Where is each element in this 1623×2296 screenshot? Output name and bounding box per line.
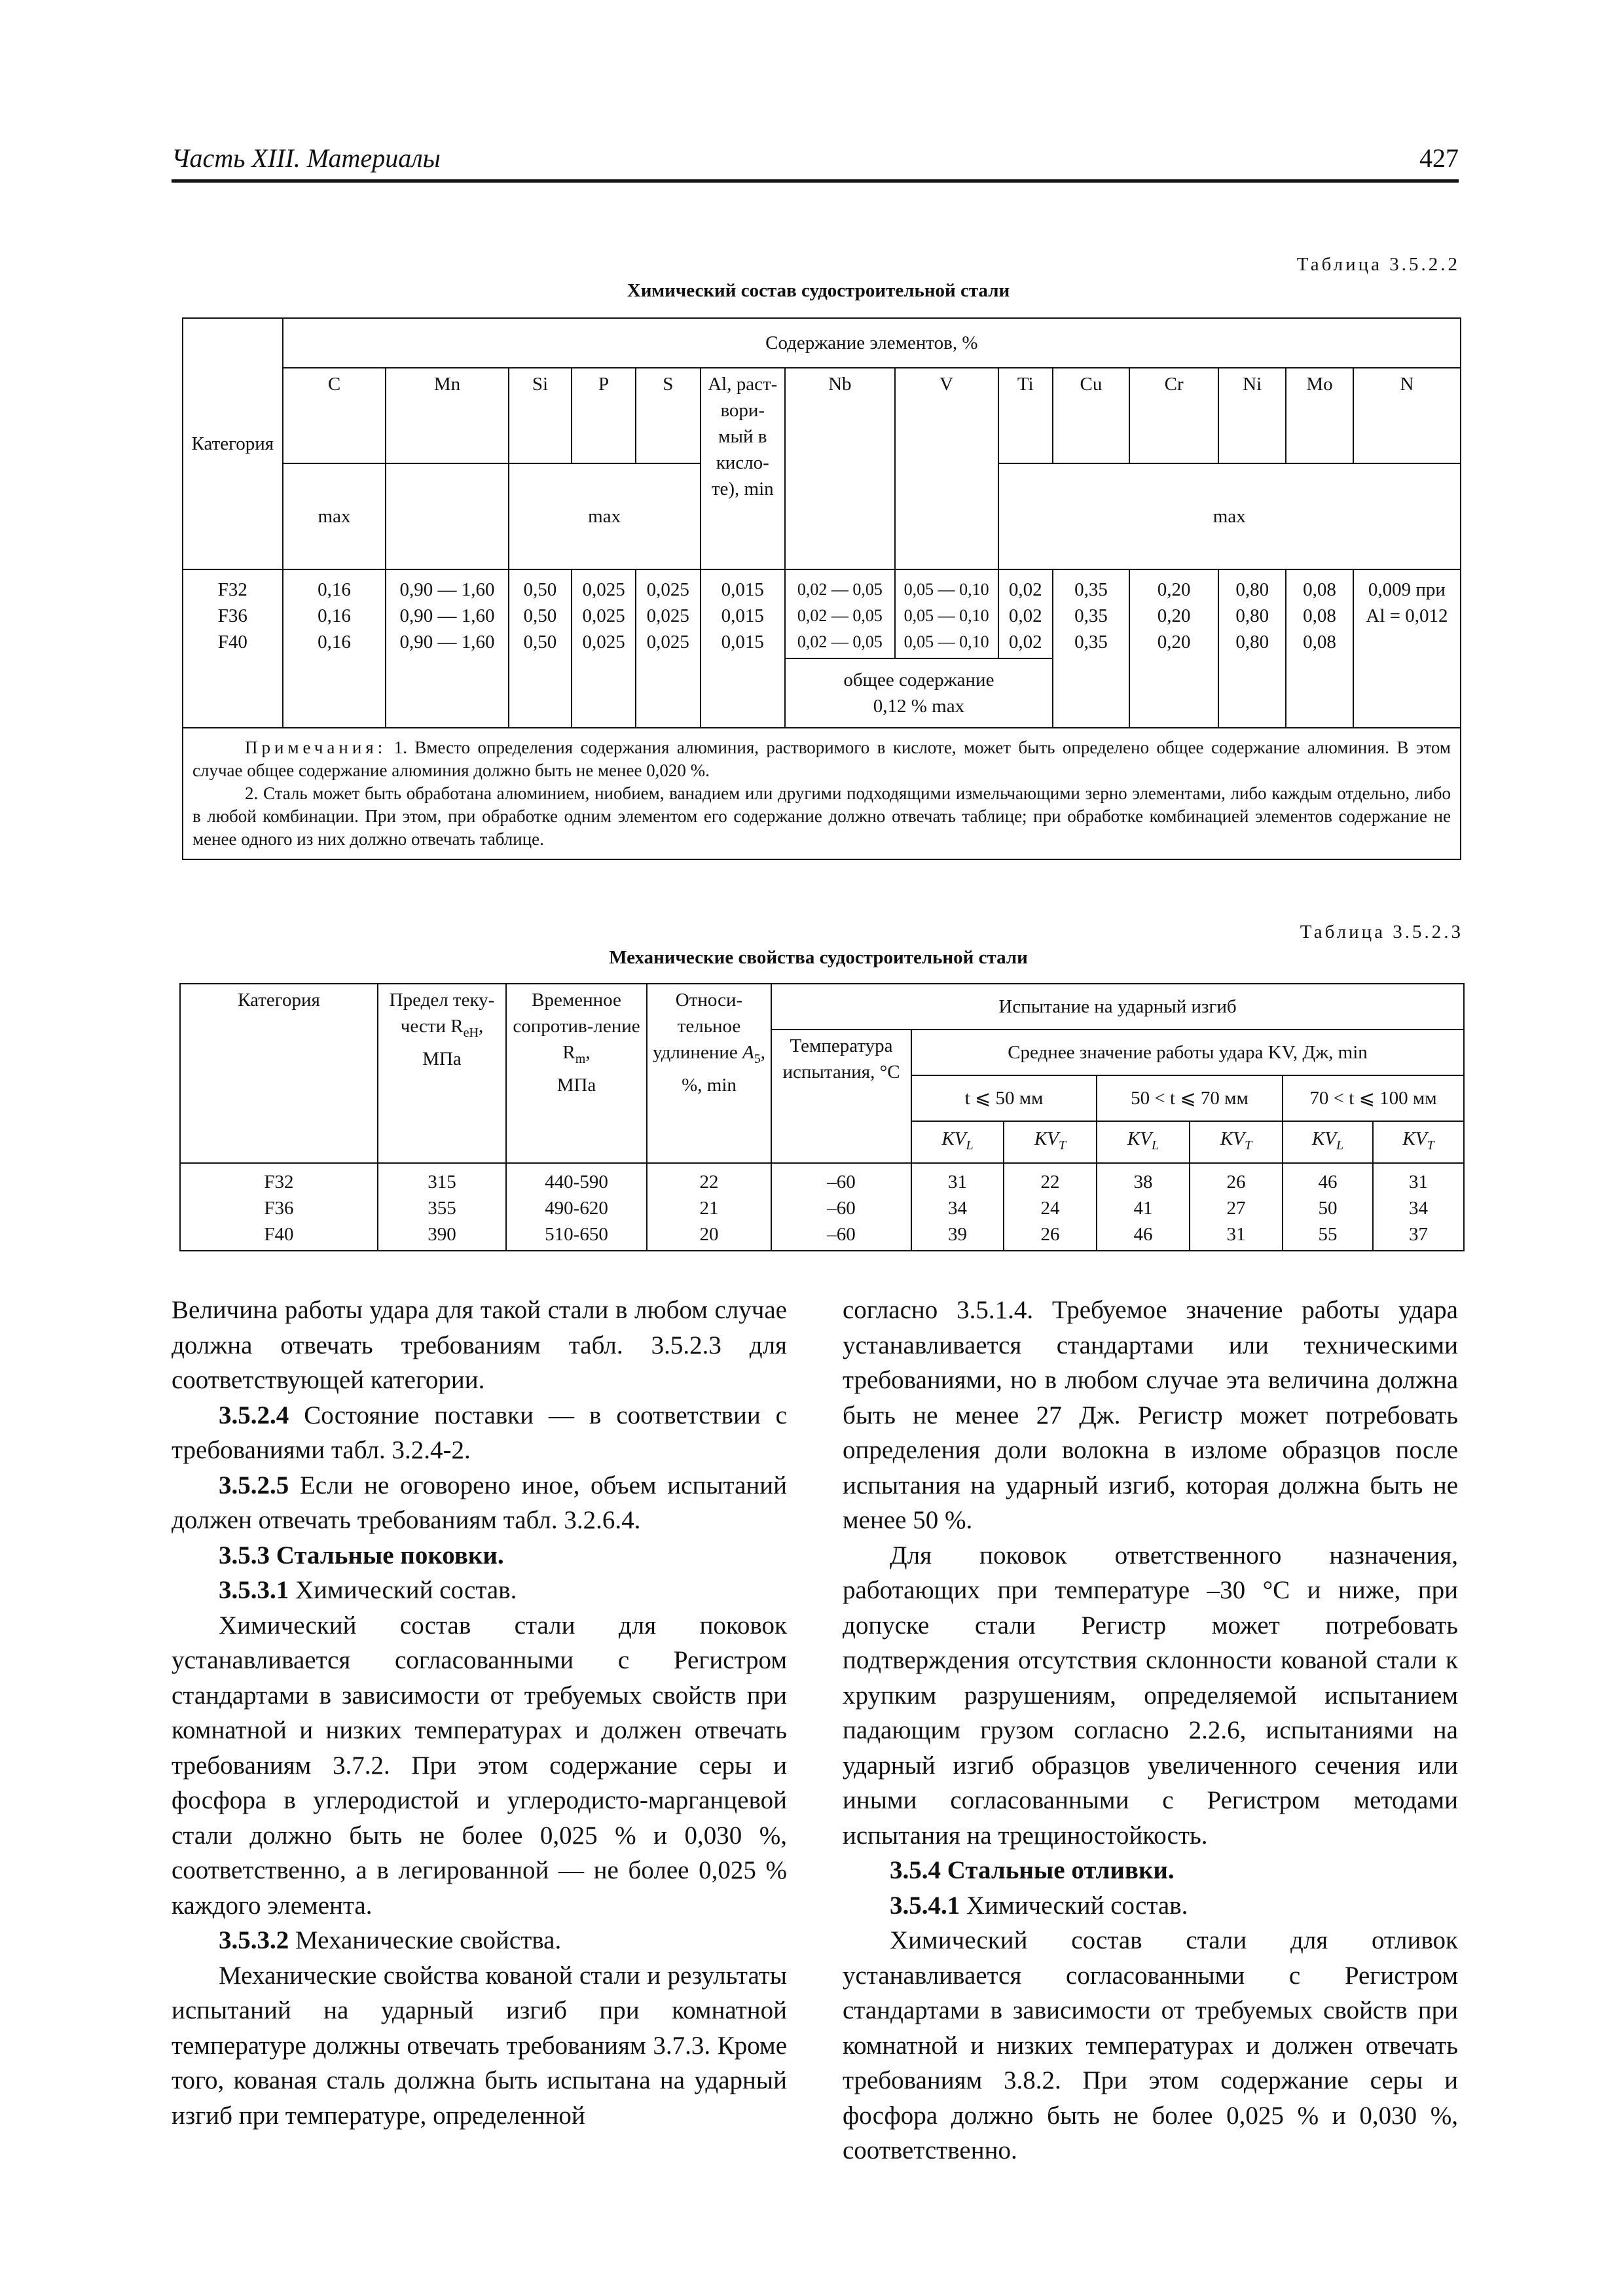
kv1l-values: 31 34 39	[911, 1163, 1004, 1251]
category-values: F32 F36 F40	[180, 1163, 378, 1251]
paragraph: 3.5.2.4 Состояние поставки — в соответствии с требованиями табл. 3.2.4-2.	[172, 1401, 787, 1464]
nb-values: 0,02 — 0,05 0,02 — 0,05 0,02 — 0,05	[785, 569, 895, 658]
c-values: 0,16 0,16 0,16	[283, 569, 386, 728]
ni-values: 0,80 0,80 0,80	[1218, 569, 1286, 728]
element-header-mn: Mn	[386, 368, 508, 463]
element-header-nb: Nb	[785, 368, 895, 569]
cu-values: 0,35 0,35 0,35	[1053, 569, 1129, 728]
max-label-si-p-s: max	[509, 463, 701, 569]
paragraph: 3.5.4.1 Химический состав.	[890, 1891, 1188, 1920]
paragraph: Для поковок ответственного назначения, работающих при температуре –30 °C и ниже, при допуске стали Регистр может потребовать подтверждения отсутствия склонности кованой стали к хрупким разрушениям, определяемой испытанием падающим грузом согласно 2.2.6, испытаниями на ударный изгиб образцов увеличенного сечения или иными согласованными с Регистром методами испытания на трещиностойкость.	[843, 1541, 1458, 1850]
mn-values: 0,90 — 1,60 0,90 — 1,60 0,90 — 1,60	[386, 569, 508, 728]
h-kvl-2: $KV_L$	[1097, 1121, 1190, 1163]
note-2: 2. Сталь может быть обработана алюминием, ниобием, ванадием или другими подходящими измельчающими зерно элементами, либо каждым отдельно, либо в любой комбинации. При этом, при обработке одним элементом его содержание должно отвечать таблице; при обработке комбинацией элементов содержание не менее одного из них должно отвечать таблице.	[192, 783, 1451, 849]
notes-label: Примечания:	[245, 738, 387, 757]
category-header: Категория	[183, 318, 283, 569]
paragraph: 3.5.2.5 Если не оговорено иное, объем испытаний должен отвечать требованиям табл. 3.2.6.4.	[172, 1471, 787, 1534]
yield-values: 315 355 390	[378, 1163, 506, 1251]
h-impact-test: Испытание на ударный изгиб	[771, 984, 1464, 1030]
h-category: Категория	[180, 984, 378, 1163]
tensile-values: 440-590 490-620 510-650	[506, 1163, 647, 1251]
element-header-ti: Ti	[998, 368, 1053, 463]
kv2l-values: 38 41 46	[1097, 1163, 1190, 1251]
section-heading: 3.5.3 Стальные поковки.	[219, 1541, 504, 1570]
kv3l-values: 46 50 55	[1283, 1163, 1373, 1251]
max-label-c: max	[283, 463, 386, 569]
note-1: 1. Вместо определения содержания алюминия, растворимого в кислоте, может быть определено общее содержание алюминия. В этом случае общее содержание алюминия должно быть не менее 0,020 %.	[192, 738, 1451, 780]
n-values: 0,009 при Al = 0,012	[1353, 569, 1461, 728]
h-kvt-3: $KV_T$	[1373, 1121, 1464, 1163]
paragraph: 3.5.3.2 Механические свойства.	[219, 1926, 562, 1954]
table-2-label: Таблица 3.5.2.3	[1300, 922, 1463, 942]
h-thickness-2: 50 < t ⩽ 70 мм	[1097, 1075, 1283, 1121]
paragraph: Величина работы удара для такой стали в любом случае должна отвечать требованиям табл. 3.5.2.3 для соответствующей категории.	[172, 1296, 787, 1394]
section-heading: 3.5.4 Стальные отливки.	[890, 1856, 1175, 1884]
h-kvt-2: $KV_T$	[1190, 1121, 1283, 1163]
h-kvl-3: $KV_L$	[1283, 1121, 1373, 1163]
text-column-left	[172, 1293, 787, 2133]
v-values: 0,05 — 0,10 0,05 — 0,10 0,05 — 0,10	[895, 569, 998, 658]
element-header-v: V	[895, 368, 998, 569]
element-header-cu: Cu	[1053, 368, 1129, 463]
table-1-label: Таблица 3.5.2.2	[1296, 254, 1460, 275]
mechanical-properties-table	[179, 983, 1465, 1251]
cr-values: 0,20 0,20 0,20	[1129, 569, 1218, 728]
element-header-c: C	[283, 368, 386, 463]
temperature-values: –60 –60 –60	[771, 1163, 911, 1251]
h-test-temperature: Температура испытания, °C	[771, 1030, 911, 1163]
category-cell: F32 F36 F40	[183, 569, 283, 728]
h-kvt-1: $KV_T$	[1004, 1121, 1097, 1163]
table-1-title: Химический состав судостроительной стали	[627, 280, 1010, 301]
paragraph: Механические свойства кованой стали и результаты испытаний на ударный изгиб при комнатной температуре должны отвечать требованиям 3.7.3. Кроме того, кованая сталь должна быть испытана на ударный изгиб при температуре, определенной	[172, 1961, 787, 2130]
mo-values: 0,08 0,08 0,08	[1286, 569, 1353, 728]
paragraph: Химический состав стали для отливок устанавливается согласованными с Регистром стандартами в зависимости от требуемых свойств при комнатной и низких температурах и должен отвечать требованиям 3.8.2. При этом содержание серы и фосфора должно быть не более 0,025 % и 0,030 %, соответственно.	[843, 1926, 1458, 2164]
mn-blank	[386, 463, 508, 569]
paragraph: Химический состав стали для поковок устанавливается согласованными с Регистром стандартами в зависимости от требуемых свойств при комнатной и низких температурах и должен отвечать требованиям 3.7.2. При этом содержание серы и фосфора в углеродистой и углеродисто-марганцевой стали должно быть не более 0,025 % и 0,030 %, соответственно, а в легированной — не более 0,025 % каждого элемента.	[172, 1611, 787, 1920]
element-header-n: N	[1353, 368, 1461, 463]
table-2-title: Механические свойства судостроительной стали	[609, 947, 1028, 968]
page-number: 427	[1419, 143, 1459, 173]
h-impact-energy: Среднее значение работы удара KV, Дж, min	[911, 1030, 1464, 1075]
paragraph: согласно 3.5.1.4. Требуемое значение работы удара устанавливается стандартами или техническими требованиями, но в любом случае эта величина должна быть не менее 27 Дж. Регистр может потребовать определения доли волокна в изломе образцов после испытания на ударный изгиб, которая должна быть не менее 50 %.	[843, 1296, 1458, 1534]
element-header-si: Si	[509, 368, 572, 463]
paragraph: 3.5.3.1 Химический состав.	[219, 1576, 517, 1604]
h-thickness-1: t ⩽ 50 мм	[911, 1075, 1097, 1121]
h-yield: Предел теку-чести $R_{eH}$, МПа	[378, 984, 506, 1163]
kv3t-values: 31 34 37	[1373, 1163, 1464, 1251]
elongation-values: 22 21 20	[647, 1163, 771, 1251]
page-header	[172, 143, 1459, 183]
text-column-right	[843, 1293, 1458, 2168]
max-label-ti-n: max	[998, 463, 1461, 569]
h-thickness-3: 70 < t ⩽ 100 мм	[1283, 1075, 1464, 1121]
element-header-cr: Cr	[1129, 368, 1218, 463]
si-values: 0,50 0,50 0,50	[509, 569, 572, 728]
ti-values: 0,02 0,02 0,02	[998, 569, 1053, 658]
p-values: 0,025 0,025 0,025	[572, 569, 636, 728]
kv1t-values: 22 24 26	[1004, 1163, 1097, 1251]
element-header-ni: Ni	[1218, 368, 1286, 463]
nb-v-ti-total: общее содержание 0,12 % max	[785, 658, 1053, 728]
s-values: 0,025 0,025 0,025	[636, 569, 701, 728]
h-tensile: Временное сопротив-ление $R_m$, МПа	[506, 984, 647, 1163]
element-header-p: P	[572, 368, 636, 463]
running-title: Часть XIII. Материалы	[172, 143, 441, 173]
element-header-s: S	[636, 368, 701, 463]
h-elongation: Относи-тельное удлинение $A_5$, %, min	[647, 984, 771, 1163]
al-values: 0,015 0,015 0,015	[701, 569, 785, 728]
chemical-composition-table	[182, 317, 1461, 860]
h-kvl-1: $KV_L$	[911, 1121, 1004, 1163]
element-header-mo: Mo	[1286, 368, 1353, 463]
kv2t-values: 26 27 31	[1190, 1163, 1283, 1251]
table-1-notes	[183, 728, 1461, 859]
content-group-header: Содержание элементов, %	[283, 318, 1461, 368]
element-header-al: Al, раст-вори-мый в кисло-те), min	[701, 368, 785, 569]
